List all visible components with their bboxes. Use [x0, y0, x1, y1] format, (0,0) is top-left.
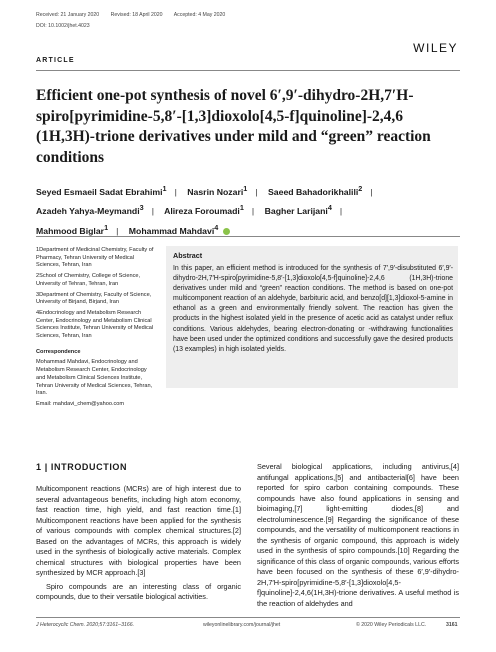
paragraph: Several biological applications, including antivirus,[4] antifungal applications,[5] and antibacterial[6] have been reported for spiro carbon containing compounds. These compounds have also found applications in sensing and bioimaging,[7] light-emitting diodes,[8] and electroluminescence.[9] Regarding the significance of these compounds, and the versatility of multicomponent reactions in the synthesis of organic compound, this approach is widely used in the synthesis of spiro compounds.[10] Regarding the significance of this class of organic compounds, various efforts have been focused on the synthesis of these 6′,9′-dihydro-2H,7′H-spiro[pyrimidine-5,8′-[1,3]dioxolo[4,5-f]quinoline]-2,4,6(1H,3H)-trione derivatives. A useful method is the reaction of aldehydes and: [257, 462, 459, 608]
author-list: Seyed Esmaeil Sadat Ebrahimi$^1$ | Nasrin Nozari$^1$ | Saeed Bahadorikhalili$^2$ | Azadeh Yahya-Meymandi$^3$ | Alireza Foroumadi$^1$ | Bagher Larijani$^4$ | Mahmood Biglar$^1$ | Mohammad Mahdavi$^4$: [36, 184, 373, 236]
body-column-right: [257, 462, 459, 609]
affiliations: [36, 247, 156, 412]
affiliation: 3Department of Chemistry, Faculty of Science, University of Birjand, Birjand, Iran: [36, 291, 152, 306]
footer-divider: [36, 617, 460, 618]
section-label: ARTICLE: [36, 57, 75, 64]
affiliation: 2School of Chemistry, College of Science, University of Tehran, Tehran, Iran: [36, 273, 141, 287]
received-date: Received: 21 January 2020: [36, 12, 100, 18]
author[interactable]: Azadeh Yahya-Meymandi$^3$: [36, 203, 144, 217]
body-column-left: [36, 484, 241, 603]
orcid-icon[interactable]: [223, 228, 230, 235]
journal-url[interactable]: wileyonlinelibrary.com/journal/jhet: [203, 622, 281, 628]
correspondence-email[interactable]: Email: mahdavi_chem@yahoo.com: [36, 400, 125, 407]
paragraph: Spiro compounds are an interesting class of organic compounds, due to their versatile biological activities.: [36, 581, 241, 601]
affiliation: 4Endocrinology and Metabolism Research Center, Endocrinology and Metabolism Clinical Sciences Institute, Tehran University of Medical Sciences, Tehran, Iran: [36, 309, 154, 340]
copyright: © 2020 Wiley Periodicals LLC.: [356, 622, 427, 628]
doi[interactable]: DOI: 10.1002/jhet.4023: [36, 23, 90, 29]
article-dates: [36, 12, 235, 18]
accepted-date: Accepted: 4 May 2020: [173, 12, 226, 18]
author[interactable]: Saeed Bahadorikhalili$^2$: [268, 184, 363, 197]
author-divider: [36, 236, 460, 237]
abstract-box: [166, 246, 458, 388]
paragraph: Multicomponent reactions (MCRs) are of high interest due to several advantageous benefits, including high atom economy, fast reaction time, high yield, and fast reaction time.[1] Multicomponent reactions have been applied for the synthesis of various compounds with complex chemical structures.[2] Based on the advantages of MCRs, this approach is widely used in the synthesis of biologically active materials. Complex chemical structures with biological properties have been synthesized by MCR approach.[3]: [36, 484, 241, 577]
author[interactable]: Alireza Foroumadi$^1$: [164, 203, 244, 217]
author[interactable]: Seyed Esmaeil Sadat Ebrahimi$^1$: [36, 184, 167, 197]
publisher-logo: WILEY: [413, 41, 458, 55]
abstract-heading: Abstract: [173, 251, 203, 260]
intro-heading: 1 | INTRODUCTION: [36, 462, 128, 472]
affiliation: 1Department of Medicinal Chemistry, Faculty of Pharmacy, Tehran University of Medical Sciences, Tehran, Iran: [36, 247, 154, 269]
author[interactable]: Bagher Larijani$^4$: [264, 203, 332, 217]
revised-date: Revised: 18 April 2020: [110, 12, 163, 18]
header-divider: [36, 70, 460, 71]
journal-citation: J Heterocyclic Chem. 2020;57:3161–3166.: [36, 622, 135, 628]
author[interactable]: Mahmood Biglar$^1$: [36, 222, 109, 236]
correspondence-text: Mohammad Mahdavi, Endocrinology and Metabolism Research Center, Endocrinology and Metabolism Clinical Sciences Institute, Tehran University of Medical Sciences, Tehran, Iran.: [36, 359, 153, 397]
author[interactable]: Mohammad Mahdavi$^4$: [128, 222, 219, 236]
abstract-text: In this paper, an efficient method is introduced for the synthesis of 7′,9′-disubstituted 6′,9′-dihydro-2H,7′H-spiro[pyrimidine-5,8′-[1,3]dioxolo[4,5-f]quinoline]-2,4,6 (1H,3H)-trione derivatives under mild and “green” reaction conditions. The method is based on one-pot multicomponent reaction of an aldehyde, barbituric acid, and benzo[d][1,3]dioxol-5-amine in ethanol as a green and environmentally friendly solvent. The reaction has given the products in the highest isolated yield in the presence of acetic acid as catalyst under reflux conditions. Various aldehydes, bearing electron-donating or -withdrawing functionalities have been used under the optimized conditions and successfully gave the desired products (13 examples) in high isolated yields.: [173, 265, 453, 353]
correspondence-heading: Correspondence: [36, 348, 81, 355]
article-title: Efficient one-pot synthesis of novel 6′,9′-dihydro-2H,7′H-spiro[pyrimidine-5,8′-[1,3]dioxolo[4,5-f]quinoline]-2,4,6 (1H,3H)-trione derivatives under mild and “green” reaction conditions: [36, 87, 431, 166]
author[interactable]: Nasrin Nozari$^1$: [187, 184, 248, 197]
page-number: 3161: [446, 622, 458, 628]
